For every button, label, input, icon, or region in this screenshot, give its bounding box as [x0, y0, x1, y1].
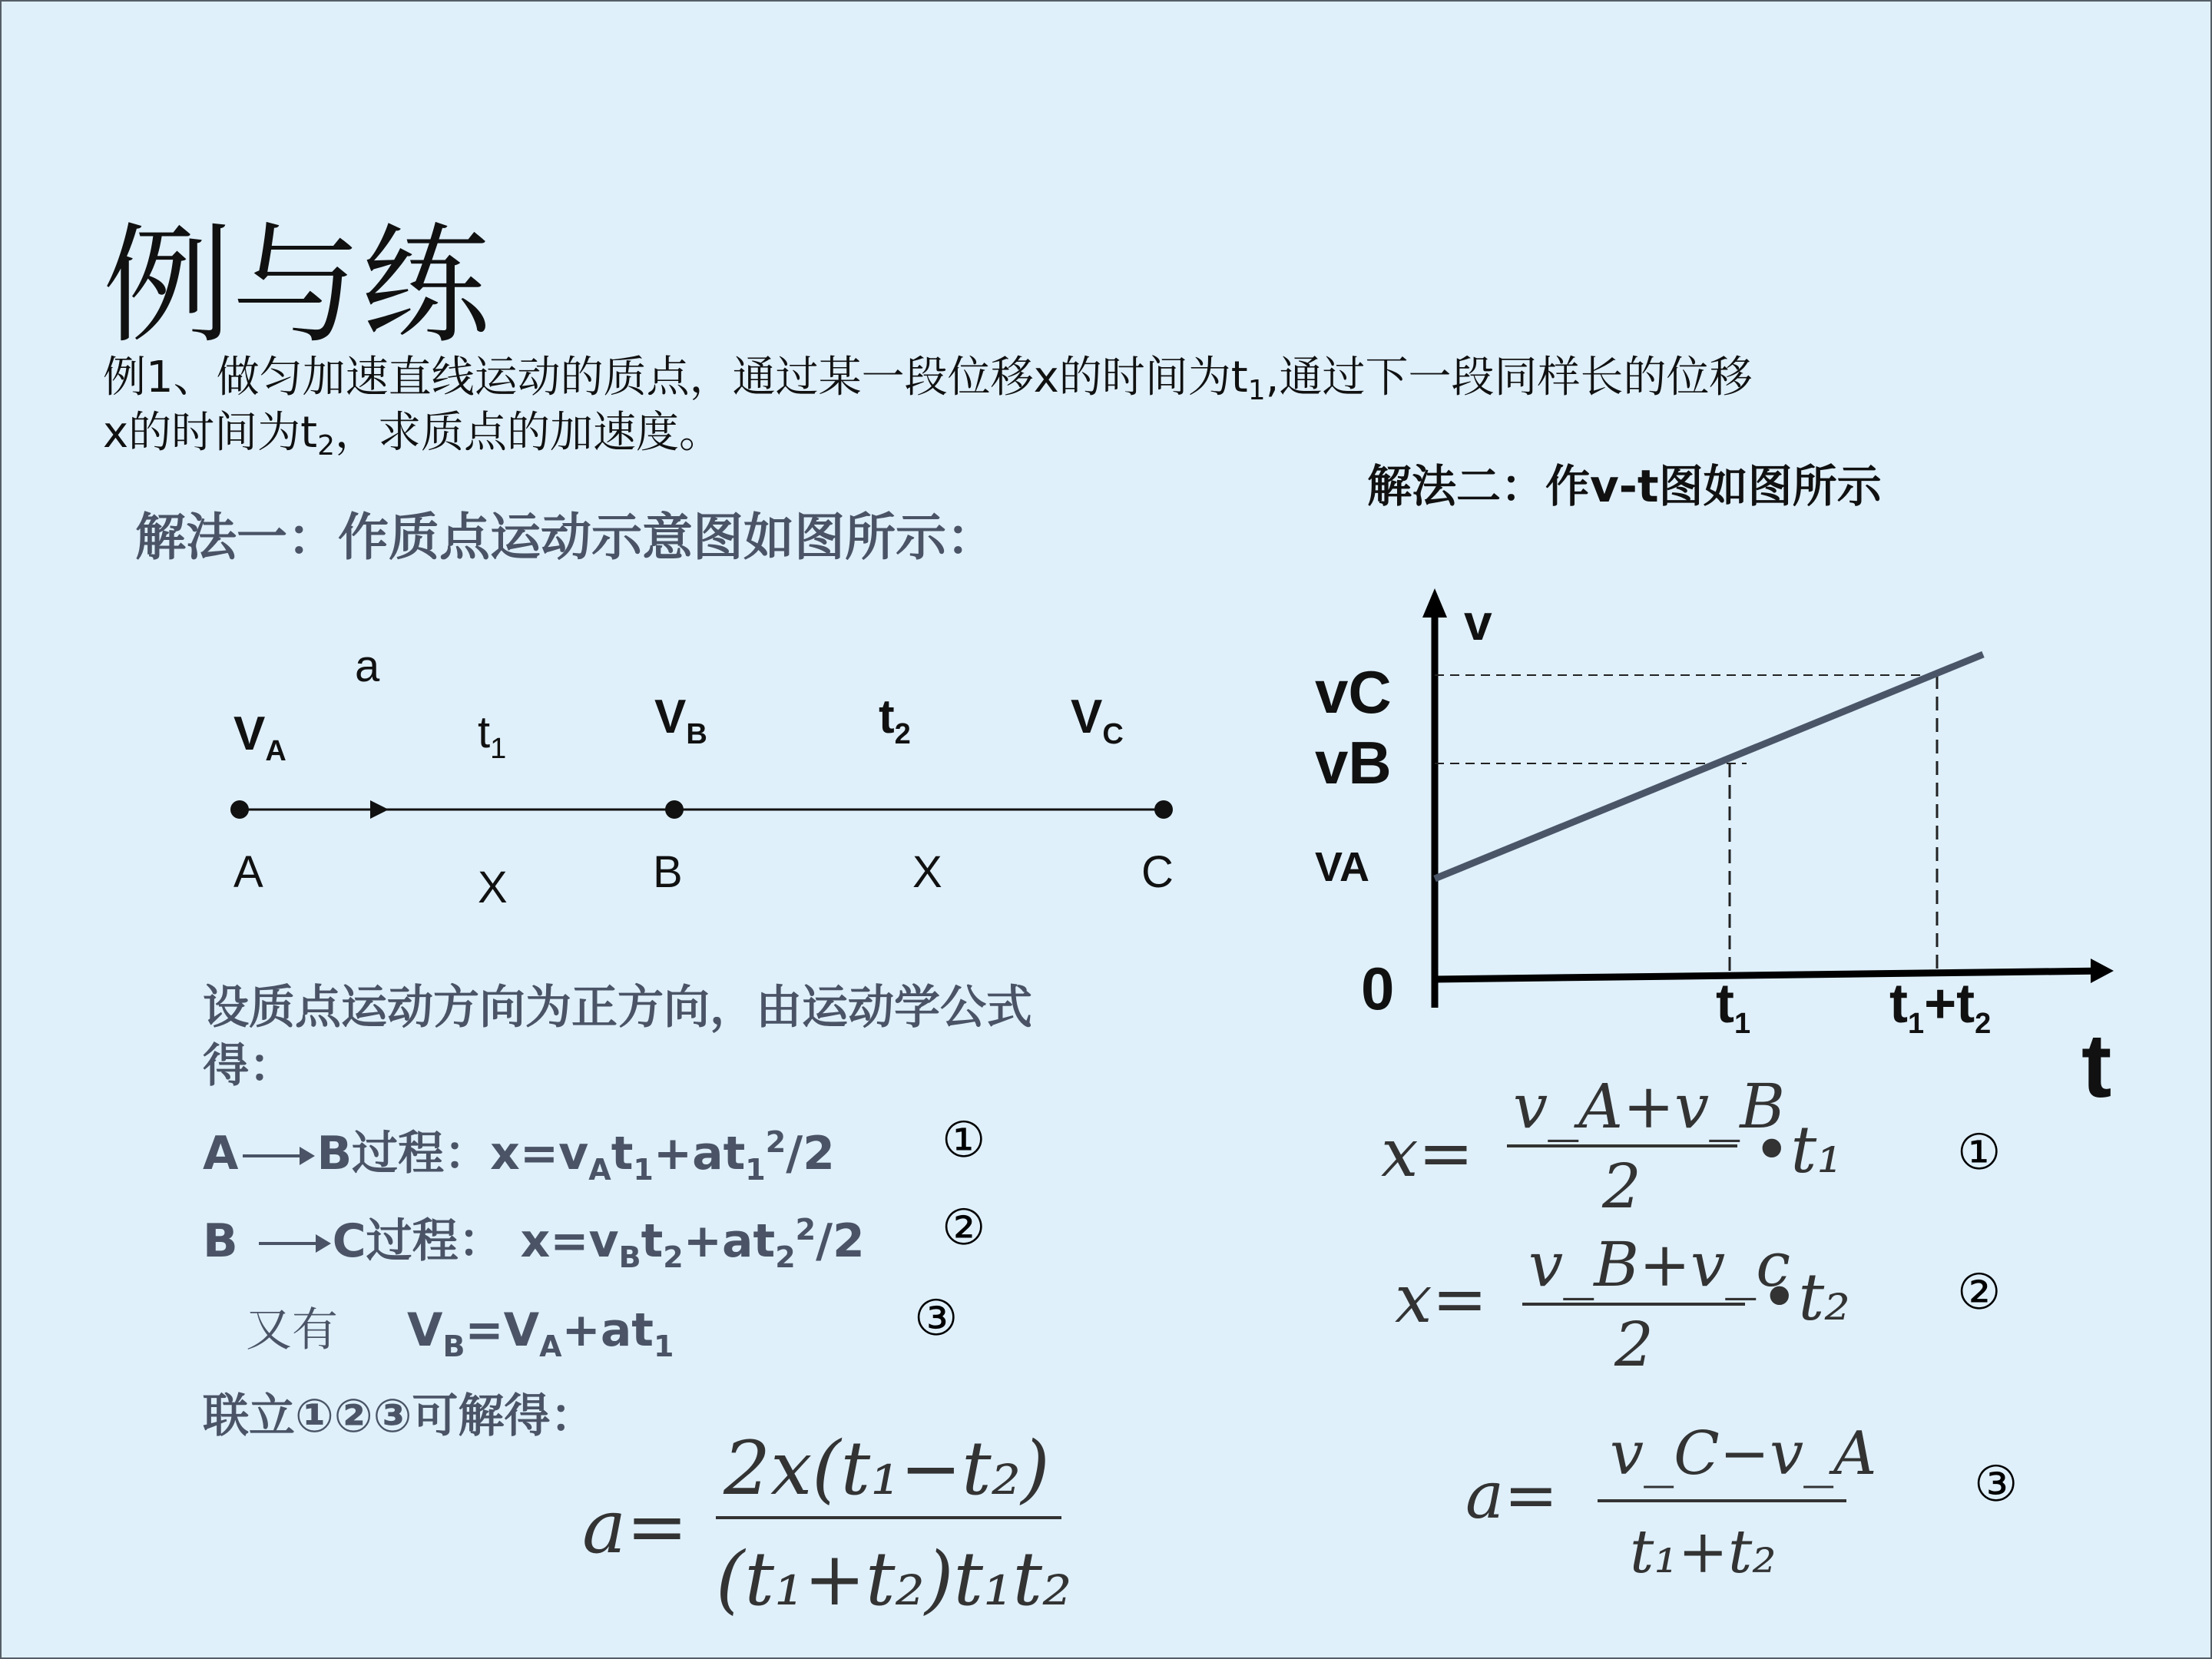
m2-eq2-number: ② — [1957, 1264, 2002, 1321]
velocity-line — [1435, 654, 1983, 879]
point-b-dot — [665, 800, 684, 819]
x2-label: X — [912, 847, 942, 897]
x1-label: X — [478, 863, 508, 912]
right-arrow-icon — [243, 1154, 312, 1157]
m2-eq2-num: v_B+v_c — [1528, 1229, 1791, 1300]
t12-tick-label: $t_1+t_2$ — [1889, 973, 1992, 1040]
problem-line-2 — [103, 407, 722, 462]
va-label: $V_A$ — [233, 707, 286, 767]
problem-text: ，求质点的加速度。 — [335, 408, 723, 458]
vc-tick-label: vC — [1315, 658, 1392, 726]
point-b-label: B — [653, 847, 683, 897]
subscript: 2 — [317, 430, 336, 462]
m2-eq2-lhs: x= — [1395, 1261, 1488, 1338]
origin-label: 0 — [1361, 955, 1395, 1022]
m2-eq3-num: v_C−v_A — [1610, 1419, 1877, 1488]
vb-tick-label: vB — [1315, 729, 1392, 796]
derivation-intro: 设质点运动方向为正方向，由运动学公式 — [203, 981, 1032, 1035]
motion-line — [217, 777, 1215, 869]
equation-2: B C过程： $x=v_Bt_2+at_2^2/2$ — [203, 1213, 865, 1274]
m2-eq1-lhs: x= — [1381, 1115, 1474, 1192]
point-c-label: C — [1141, 847, 1174, 897]
m2-eq1-bar — [1507, 1144, 1737, 1147]
problem-text: ,通过下一段同样长的位移 — [1265, 353, 1753, 402]
t-axis-arrow-icon — [2091, 959, 2114, 983]
result-lhs: a= — [582, 1484, 688, 1570]
problem-text: x的时间为t — [103, 408, 318, 458]
equation-1: A B过程：$x=v_At_1+at_1^2/2$ — [203, 1125, 835, 1187]
equation-2-number: ② — [942, 1200, 986, 1257]
m2-eq3-den: t₁+t₂ — [1630, 1518, 1777, 1587]
m2-eq2-rhs: •t₂ — [1760, 1260, 1850, 1335]
m2-eq1-number: ① — [1957, 1124, 2002, 1181]
result-denominator: (t₁+t₂)t₁t₂ — [716, 1536, 1072, 1622]
v-axis-arrow-icon — [1422, 588, 1447, 618]
m2-eq3-lhs: a= — [1465, 1458, 1558, 1533]
method2-heading: 解法二：作v-t图如图所示 — [1367, 460, 1882, 512]
t-axis — [1435, 971, 2106, 979]
t2-label: $t_2$ — [879, 690, 911, 750]
m2-eq3-number: ③ — [1974, 1456, 2018, 1513]
problem-line-1 — [103, 352, 1752, 407]
accel-arrow-icon — [370, 800, 389, 819]
m2-eq1-num: v_A+v_B — [1513, 1071, 1785, 1142]
point-c-dot — [1154, 800, 1173, 819]
m2-eq3-bar — [1598, 1499, 1846, 1502]
m2-eq1-rhs: •t₁ — [1753, 1112, 1843, 1187]
equation-3-number: ③ — [914, 1290, 959, 1347]
m2-eq2-bar — [1522, 1303, 1745, 1306]
point-a-label: A — [233, 847, 263, 897]
equation-1-number: ① — [942, 1112, 986, 1169]
vt-graph — [1307, 570, 2137, 1031]
m2-eq1-den: 2 — [1602, 1151, 1641, 1222]
point-a-dot — [230, 800, 249, 819]
method1-heading: 解法一：作质点运动示意图如图所示： — [135, 508, 997, 567]
slide-title: 例与练 — [103, 210, 490, 361]
result-fraction-bar — [716, 1516, 1061, 1519]
v-axis-label: v — [1464, 594, 1492, 651]
t-axis-label: t — [2081, 1015, 2112, 1117]
accel-label: a — [355, 641, 380, 691]
m2-eq2-den: 2 — [1614, 1309, 1654, 1380]
right-arrow-icon — [259, 1242, 328, 1245]
t1-tick-label: $t_1$ — [1716, 973, 1751, 1040]
equation-3: 又有 $V_B=V_A+at_1$ — [246, 1303, 674, 1363]
vb-label: $V_B$ — [654, 690, 707, 750]
t1-label: $t_1$ — [478, 707, 507, 765]
vc-label: $V_C$ — [1071, 690, 1124, 750]
subscript: 1 — [1247, 375, 1266, 406]
result-numerator: 2x(t₁−t₂) — [724, 1426, 1050, 1512]
problem-text: 例1、做匀加速直线运动的质点，通过某一段位移x的时间为t — [103, 353, 1248, 402]
derivation-intro-2: 得： — [203, 1039, 295, 1093]
combine-text: 联立①②③可解得： — [203, 1389, 597, 1443]
va-tick-label: VA — [1315, 844, 1370, 890]
